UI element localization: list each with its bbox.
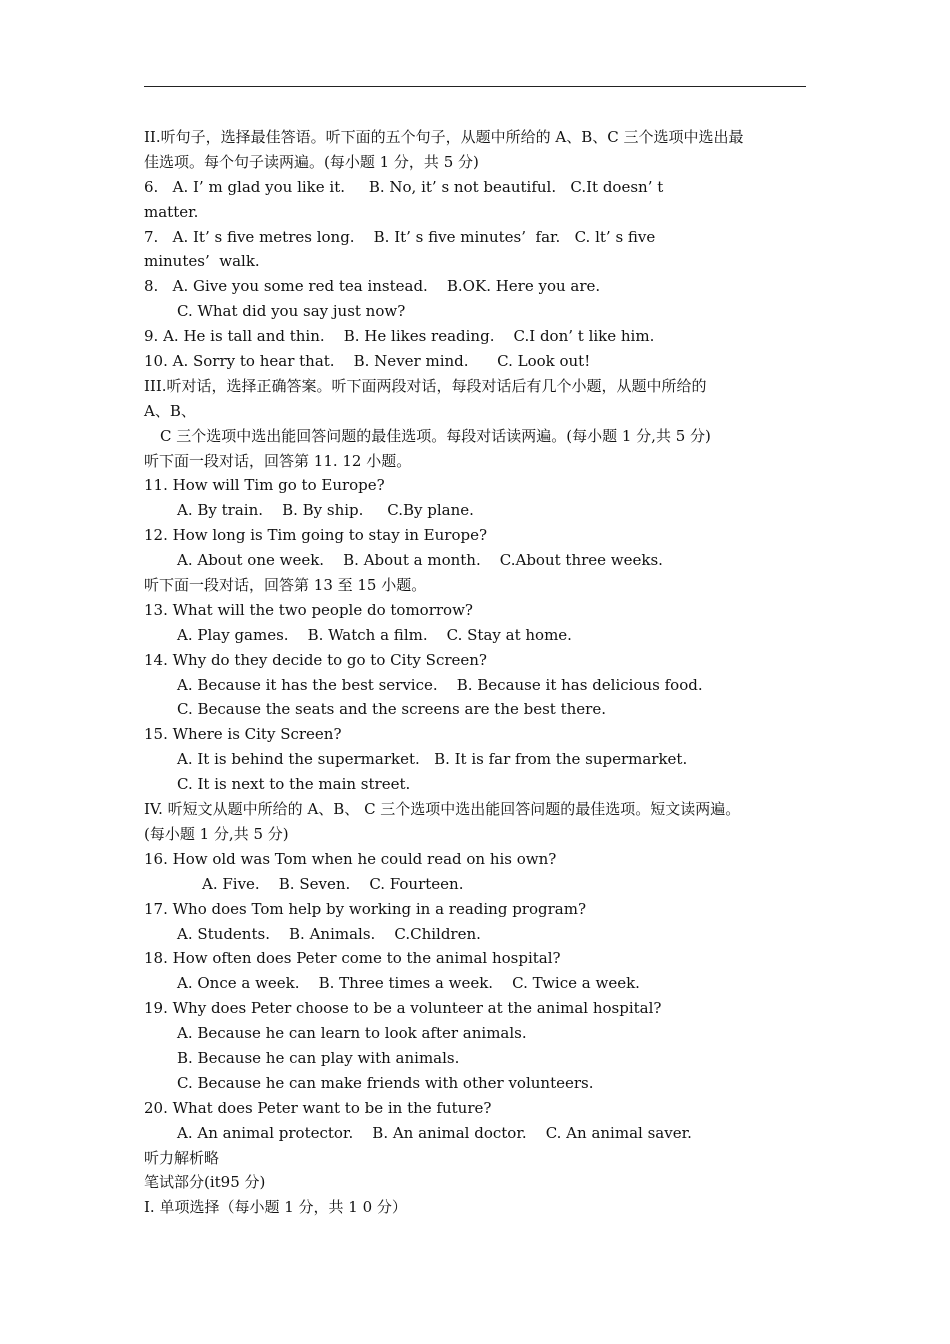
text-line: A. Play games. B. Watch a film. C. Stay at home. bbox=[177, 625, 572, 644]
text-line: 16. How old was Tom when he could read on his own? bbox=[144, 849, 557, 868]
text-line: 听下面一段对话，回答第 11. 12 小题。 bbox=[144, 451, 412, 470]
text-line: A. Students. B. Animals. C.Children. bbox=[177, 924, 481, 943]
text-line: 11. How will Tim go to Europe? bbox=[144, 476, 385, 495]
text-line: IV. 听短文从题中所给的 A、B、 C 三个选项中选出能回答问题的最佳选项。短文读两遍。 bbox=[144, 800, 741, 819]
text-line: 听力解析略 bbox=[144, 1148, 220, 1167]
text-line: 8. A. Give you some red tea instead. B.OK. Here you are. bbox=[144, 277, 601, 296]
text-line: A. About one week. B. About a month. C.About three weeks. bbox=[177, 551, 663, 570]
text-line: 15. Where is City Screen? bbox=[144, 725, 342, 744]
text-line: 佳选项。每个句子读两遍。(每小题 1 分，共 5 分) bbox=[144, 152, 479, 171]
text-line: 6. A. I’ m glad you like it. B. No, it’ s not beautiful. C.It doesn’ t bbox=[144, 177, 664, 196]
text-line: 12. How long is Tim going to stay in Europe? bbox=[144, 526, 488, 545]
text-line: minutes’ walk. bbox=[144, 252, 260, 271]
text-line: 19. Why does Peter choose to be a volunteer at the animal hospital? bbox=[144, 999, 662, 1018]
text-line: A. Five. B. Seven. C. Fourteen. bbox=[202, 874, 464, 893]
text-line: 9. A. He is tall and thin. B. He likes reading. C.I don’ t like him. bbox=[144, 327, 655, 346]
text-line: matter. bbox=[144, 202, 199, 221]
text-line: 听下面一段对话，回答第 13 至 15 小题。 bbox=[144, 576, 427, 595]
header-rule bbox=[144, 86, 806, 87]
text-line: 笔试部分(it95 分) bbox=[144, 1173, 266, 1192]
text-line: A. Because it has the best service. B. Because it has delicious food. bbox=[177, 675, 703, 694]
text-line: 10. A. Sorry to hear that. B. Never mind. C. Look out! bbox=[144, 352, 591, 371]
text-line: A. By train. B. By ship. C.By plane. bbox=[177, 501, 474, 520]
text-line: II.听句子，选择最佳答语。听下面的五个句子，从题中所给的 A、B、C 三个选项中选出最 bbox=[144, 128, 744, 146]
text-line: A、B、 bbox=[144, 401, 196, 420]
text-line: C. What did you say just now? bbox=[177, 302, 406, 321]
text-line: C 三个选项中选出能回答问题的最佳选项。每段对话读两遍。(每小题 1 分,共 5 分) bbox=[160, 426, 711, 445]
text-line: C. It is next to the main street. bbox=[177, 775, 411, 794]
document-body bbox=[144, 125, 806, 1220]
text-line: 13. What will the two people do tomorrow? bbox=[144, 600, 473, 619]
text-line: A. An animal protector. B. An animal doctor. C. An animal saver. bbox=[177, 1123, 692, 1142]
text-line: III.听对话，选择正确答案。听下面两段对话，每段对话后有几个小题，从题中所给的 bbox=[144, 376, 707, 395]
text-line: 20. What does Peter want to be in the future? bbox=[144, 1098, 492, 1117]
text-line: C. Because he can make friends with other volunteers. bbox=[177, 1073, 594, 1092]
text-line: A. Once a week. B. Three times a week. C. Twice a week. bbox=[177, 974, 640, 993]
text-line: (每小题 1 分,共 5 分) bbox=[144, 824, 289, 843]
text-line: 17. Who does Tom help by working in a reading program? bbox=[144, 899, 586, 918]
text-line: A. Because he can learn to look after animals. bbox=[177, 1024, 527, 1043]
text-line: 18. How often does Peter come to the animal hospital? bbox=[144, 949, 561, 968]
text-line: 14. Why do they decide to go to City Screen? bbox=[144, 650, 487, 669]
text-line: I. 单项选择（每小题 1 分，共 1 0 分） bbox=[144, 1198, 407, 1217]
text-line: 7. A. It’ s five metres long. B. It’ s five minutes’ far. C. lt’ s five bbox=[144, 227, 656, 246]
text-line: C. Because the seats and the screens are the best there. bbox=[177, 700, 606, 719]
text-line: A. It is behind the supermarket. B. It is far from the supermarket. bbox=[177, 750, 688, 769]
text-line: B. Because he can play with animals. bbox=[177, 1048, 460, 1067]
